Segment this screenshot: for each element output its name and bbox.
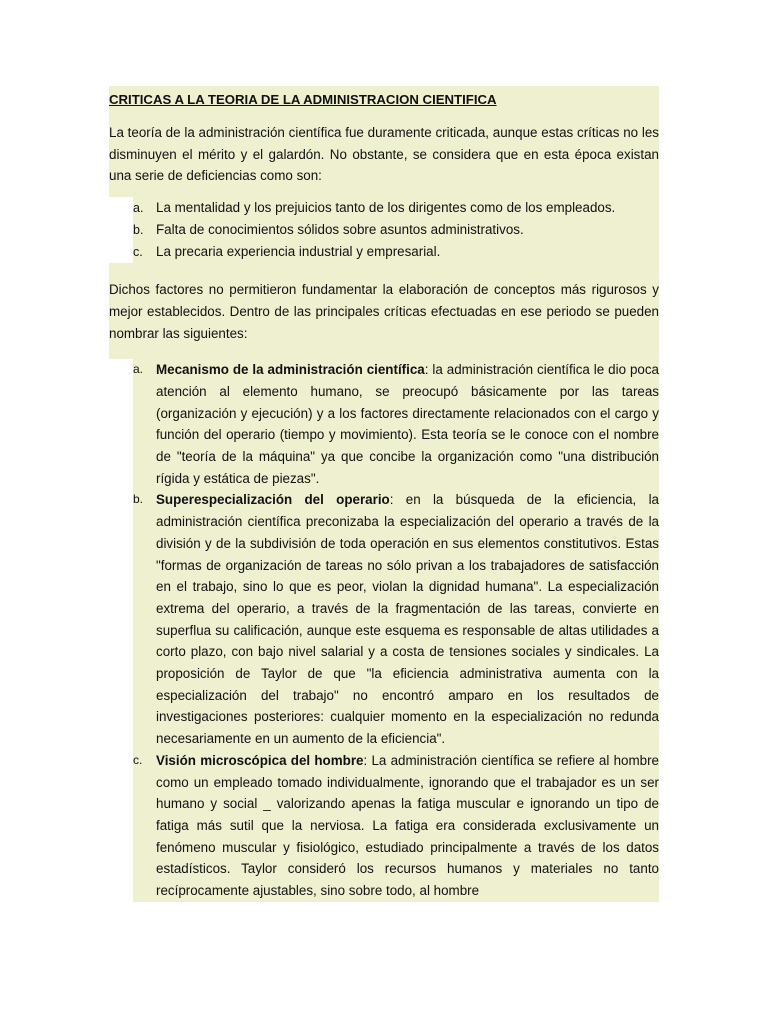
list-item-text: Falta de conocimientos sólidos sobre asuntos administrativos. bbox=[156, 222, 524, 238]
spacer bbox=[109, 263, 659, 279]
critique-text: : en la búsqueda de la eficiencia, la administración científica preconizaba la especialización del operario a través de la división y de la subdivisión de toda operación en sus elementos constitutivos. Estas "formas de organización de tareas no sólo privan a los trabajadores de satisfacción en el trabajo, sino lo que es peor, violan la dignidad humana". La especialización extrema del operario, a través de la fragmentación de las tareas, convierte en superflua su calificación, aunque este esquema es responsable de altas utilidades a corto plazo, con bajo nivel salarial y a costa de tensiones sociales y sindicales. La proposición de Taylor de que "la eficiencia administrativa aumenta con la especialización del trabajo" no encontró amparo en los resultados de investigaciones posteriores: cualquier momento en la especialización no redunda necesariamente en un aumento de la eficiencia". bbox=[156, 492, 659, 747]
list-marker: c. bbox=[133, 245, 143, 260]
list-item bbox=[109, 197, 659, 219]
document-content bbox=[109, 86, 659, 902]
list-item-text: La mentalidad y los prejuicios tanto de los dirigentes como de los empleados. bbox=[156, 200, 616, 216]
deficiencies-list-block bbox=[109, 197, 659, 263]
critique-text: : La administración científica se refiere al hombre como un empleado tomado individualmente, ignorando que el trabajador es un ser humano y social _ valorizando apenas la fatiga muscular e ignorando un tipo de fatiga más sutil que la nerviosa. La fatiga era considerada exclusivamente un fenómeno muscular y fisiológico, estudiado principalmente a través de los datos estadísticos. Taylor consideró los recursos humanos y materiales no tanto recíprocamente ajustables, sino sobre todo, al hombre bbox=[156, 752, 659, 899]
list-marker: a. bbox=[133, 362, 144, 377]
critique-term: Visión microscópica del hombre bbox=[156, 752, 364, 768]
spacer bbox=[109, 187, 659, 197]
list-item bbox=[109, 359, 659, 489]
critique-term: Mecanismo de la administración científica bbox=[156, 362, 425, 378]
list-item bbox=[109, 219, 659, 241]
intro-paragraph: La teoría de la administración científica fue duramente criticada, aunque estas críticas no les disminuyen el mérito y el galardón. No obstante, se considera que en esta época existan una serie de deficiencias como son: bbox=[109, 122, 659, 187]
list-item bbox=[109, 241, 659, 263]
critiques-list-block bbox=[109, 359, 659, 902]
list-item-text: La precaria experiencia industrial y empresarial. bbox=[156, 244, 441, 260]
list-marker: b. bbox=[133, 223, 144, 238]
transition-paragraph: Dichos factores no permitieron fundamentar la elaboración de conceptos más rigurosos y mejor establecidos. Dentro de las principales críticas efectuadas en ese periodo se pueden nombrar las siguientes: bbox=[109, 279, 659, 344]
list-marker: c. bbox=[133, 752, 143, 767]
deficiencies-list bbox=[109, 197, 659, 263]
spacer bbox=[109, 111, 659, 122]
list-item bbox=[109, 750, 659, 902]
list-item bbox=[109, 489, 659, 749]
list-marker: a. bbox=[133, 201, 144, 216]
document-title: CRITICAS A LA TEORIA DE LA ADMINISTRACION CIENTIFICA bbox=[109, 86, 659, 111]
list-marker: b. bbox=[133, 492, 144, 507]
spacer bbox=[109, 344, 659, 359]
critique-term: Superespecialización del operario bbox=[156, 492, 390, 508]
critique-text: : la administración científica le dio poca atención al elemento humano, se preocupó básicamente por las tareas (organización y ejecución) y a los factores directamente relacionados con el cargo y función del operario (tiempo y movimiento). Esta teoría se le conoce con el nombre de "teoría de la máquina" ya que concibe la organización como "una distribución rígida y estática de piezas". bbox=[156, 362, 659, 486]
critiques-list bbox=[109, 359, 659, 902]
